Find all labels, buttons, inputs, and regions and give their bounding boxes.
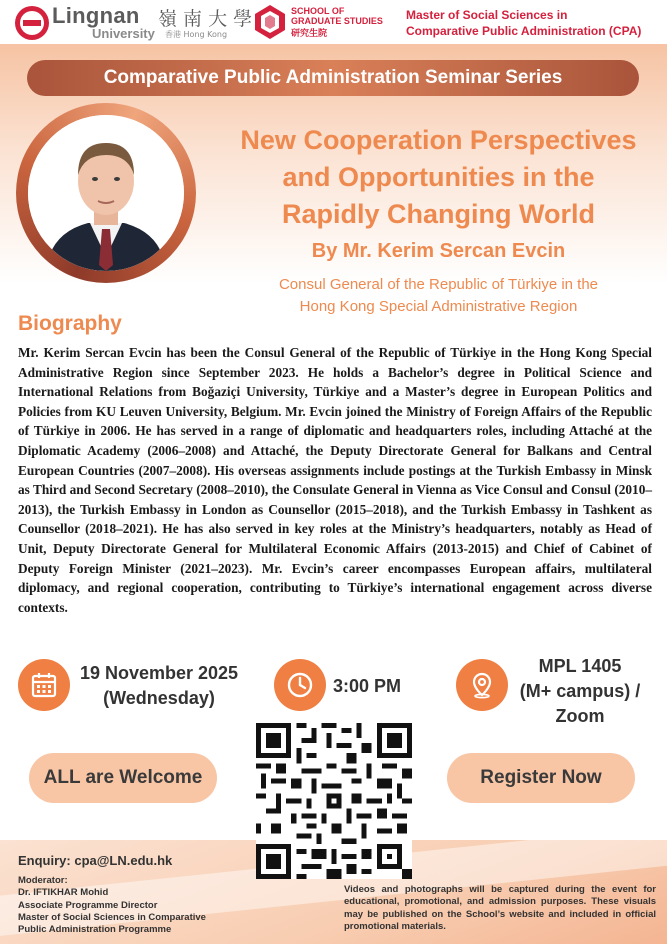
seminar-title-line: New Cooperation Perspectives [240, 125, 637, 155]
programme-name-line2: Comparative Public Administration (CPA) [406, 24, 642, 38]
moderator-line: Master of Social Sciences in Comparative [18, 911, 206, 923]
moderator-line: Moderator: [18, 875, 68, 886]
register-now-button[interactable]: Register Now [447, 753, 635, 803]
qr-code-icon [256, 723, 412, 879]
enquiry-email[interactable]: Enquiry: cpa@LN.edu.hk [18, 853, 173, 868]
location-pin-icon [456, 659, 508, 711]
seminar-series-banner: Comparative Public Administration Seminar Series [27, 60, 639, 96]
seminar-title-line: Rapidly Changing World [282, 199, 595, 229]
university-subtitle: University [92, 26, 155, 41]
speaker-role-line: Consul General of the Republic of Türkiye in the [278, 276, 599, 293]
moderator-line: Dr. IFTIKHAR Mohid [18, 887, 109, 899]
event-date: 19 November 2025 [79, 663, 239, 683]
speaker-role-line: Hong Kong Special Administrative Region [299, 298, 578, 315]
speaker-portrait-frame [16, 103, 196, 283]
programme-name-line1: Master of Social Sciences in [406, 8, 568, 22]
media-disclaimer: Videos and photographs will be captured during the event for educational, promotional, and admission purposes. These visuals may be published on the School’s website and included in official promotional materials. [344, 884, 656, 932]
header-bar [0, 0, 667, 44]
calendar-icon [18, 659, 70, 711]
lingnan-logo-icon [14, 5, 50, 41]
speaker-portrait [28, 115, 184, 271]
university-name: Lingnan [52, 3, 140, 28]
event-venue-line: (M+ campus) / [519, 681, 641, 701]
school-name-line1: SCHOOL OF [291, 6, 345, 16]
event-venue-line: MPL 1405 [538, 656, 622, 676]
event-venue-line: Zoom [555, 706, 605, 726]
graduate-school-logo-icon [254, 4, 286, 40]
biography-text: Mr. Kerim Sercan Evcin has been the Consul General of the Republic of Türkiye in the Hong Kong Special Administrative Region since September 2023. He holds a Bachelor’s degree in Political Science and International Relations from Boğaziçi University, Türkiye and a Master’s degree in European Politics and Policies from KU Leuven University, Belgium. Mr. Evcin joined the Ministry of Foreign Affairs of the Republic of Türkiye in 2006. He has served in a range of diplomatic and headquarters roles, including Attaché at the Diplomatic Academy (2006–2008) and Attaché, the Deputy Directorate General for Balkans and Central European Countries (2007–2008). His overseas assignments include postings at the Turkish Embassy in Minsk as Third and Second Secretary (2008–2010), the Consulate General in Vienna as Vice Consul and Consul (2010–2013), the Turkish Embassy in London as Counsellor (2015–2018), and the Turkish Embassy in Tashkent as Counsellor (2018–2021). He has also served in key roles at the Ministry’s headquarters, notably as Head of Unit, Deputy Directorate General for Multilateral Economic Affairs (2013-2015) and Chief of Cabinet of Deputy Foreign Minister (2021–2023). Mr. Evcin’s career encompasses European affairs, multilateral diplomacy, and regional cooperation, contributing to Türkiye’s international engagement across diverse contexts. [18, 345, 652, 615]
event-venue [505, 654, 655, 729]
seminar-title [210, 122, 667, 233]
speaker-role [210, 274, 667, 318]
speaker-name: By Mr. Kerim Sercan Evcin [311, 240, 566, 262]
clock-icon [274, 659, 326, 711]
moderator-line: Associate Programme Director [18, 899, 158, 911]
university-name-chinese: 嶺 南 大 學 [158, 8, 253, 30]
speaker-photo-icon [28, 115, 184, 271]
event-weekday: (Wednesday) [103, 688, 215, 708]
all-welcome-badge: ALL are Welcome [29, 753, 217, 803]
moderator-line: Public Administration Programme [18, 924, 172, 936]
biography-heading: Biography [18, 312, 122, 335]
registration-qr-code[interactable] [256, 723, 412, 879]
school-name-line2: GRADUATE STUDIES [291, 16, 383, 26]
moderator-info [18, 875, 206, 936]
university-subtitle-chinese: 香港 Hong Kong [165, 30, 228, 39]
seminar-title-line: and Opportunities in the [282, 162, 595, 192]
school-name-chinese: 研究生院 [291, 29, 328, 39]
event-time: 3:00 PM [333, 676, 402, 696]
